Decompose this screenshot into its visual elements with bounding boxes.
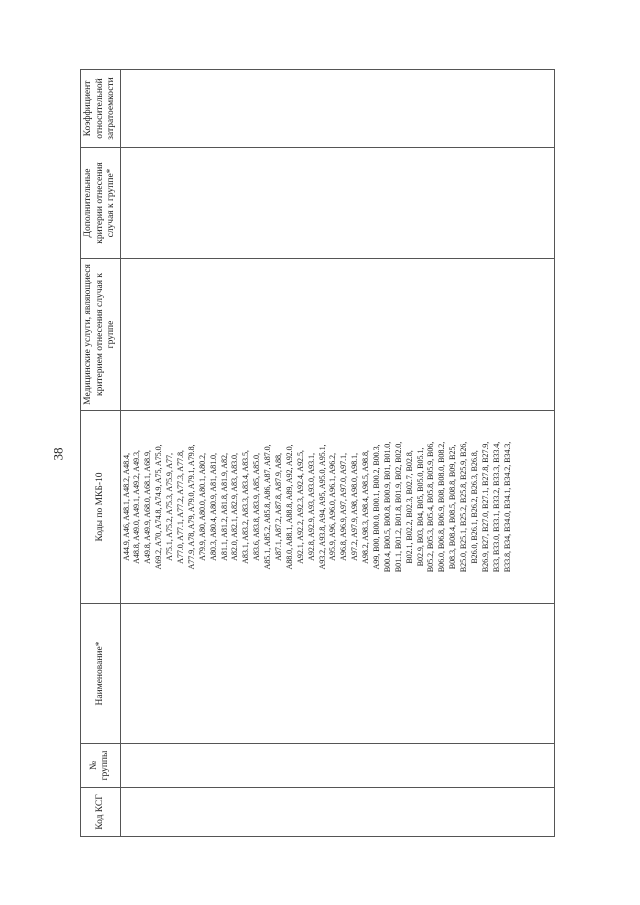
table-stage (80, 70, 555, 837)
cell-icd-codes (120, 411, 555, 604)
header-icd-codes: Коды по МКБ-10 (81, 411, 121, 604)
header-group-number: № группы (81, 744, 121, 788)
cell-medical-services (120, 259, 555, 411)
rotated-table-wrapper (80, 70, 555, 837)
icd-codes-line: A96.8, A96.9, A97, A97.0, A97.1, (339, 453, 349, 561)
table-row (120, 70, 555, 837)
icd-codes-line: A82.0, A82.1, A82.9, A83, A83.0, (230, 453, 240, 561)
icd-codes-line: A44.9, A46, A48.1, A48.2, A48.4, (121, 453, 131, 561)
icd-codes-line: A87.1, A87.2, A87.8, A87.9, A88, (273, 453, 283, 561)
cell-name (120, 604, 555, 744)
icd-codes-line: A49.8, A49.9, A68.0, A68.1, A68.9, (143, 450, 153, 564)
icd-codes-line: A79.9, A80, A80.0, A80.1, A80.2, (197, 453, 207, 561)
header-extra-criteria: Дополнительные критерии отнесения случая к группе* (81, 148, 121, 259)
header-name: Наименование* (81, 604, 121, 744)
icd-codes-line: A88.0, A88.1, A88.8, A89, A92, A92.0, (284, 444, 294, 570)
ksg-table (80, 69, 555, 837)
icd-codes-line: A75.1, A75.2, A75.3, A75.9, A77, (165, 453, 175, 561)
icd-codes-line: A83.1, A83.2, A83.3, A83.4, A83.5, (241, 450, 251, 564)
icd-codes-line: B06.0, B06.8, B06.9, B08, B08.0, B08.2, (437, 441, 447, 573)
header-row (81, 70, 121, 837)
icd-codes-line: A95.9, A96, A96.0, A96.1, A96.2, (328, 453, 338, 561)
icd-codes-line: B00.4, B00.5, B00.8, B00.9, B01, B01.0, (382, 441, 392, 573)
icd-codes-line: A99, B00, B00.0, B00.1, B00.2, B00.3, (371, 444, 381, 570)
icd-codes-line: A93.2, A93.8, A94, A95, A95.0, A95.1, (317, 444, 327, 570)
cell-coefficient (120, 70, 555, 148)
header-medical-services: Медицинские услуги, являющиеся критерием отнесения случая к группе (81, 259, 121, 411)
header-ksg-code: Код КСГ (81, 788, 121, 837)
icd-codes-line: B33, B33.0, B33.1, B33.2, B33.3, B33.4, (491, 441, 501, 573)
icd-codes-line: B33.8, B34, B34.0, B34.1, B34.2, B34.3, (502, 441, 512, 573)
icd-codes-line: A69.2, A70, A74.8, A74.9, A75, A75.0, (154, 444, 164, 570)
cell-ksg-code (120, 788, 555, 837)
icd-codes-line: A85.1, A85.2, A85.8, A86, A87, A87.0, (263, 444, 273, 570)
icd-codes-line: A97.2, A97.9, A98, A98.0, A98.1, (350, 453, 360, 561)
icd-codes-line: A77.0, A77.1, A77.2, A77.3, A77.8, (175, 450, 185, 564)
header-coefficient: Коэффициент относительной затратоемкости (81, 70, 121, 148)
icd-codes-line: A48.8, A49.0, A49.1, A49.2, A49.3, (132, 450, 142, 564)
icd-codes-line: B25.0, B25.1, B25.2, B25.8, B25.9, B26, (459, 441, 469, 573)
icd-codes-line: B02.1, B02.2, B02.3, B02.7, B02.8, (404, 450, 414, 564)
icd-codes-line: A81.1, A81.2, A81.8, A81.9, A82, (219, 453, 229, 561)
icd-codes-line: B02.9, B03, B04, B05, B05.0, B05.1, (415, 447, 425, 567)
icd-codes-line: A80.3, A80.4, A80.9, A81, A81.0, (208, 453, 218, 561)
cell-extra-criteria (120, 148, 555, 259)
icd-codes-line: A98.2, A98.3, A98.4, A98.5, A98.8, (361, 450, 371, 564)
icd-codes-line: B26.0, B26.1, B26.2, B26.3, B26.8, (470, 450, 479, 564)
icd-codes-line: B26.9, B27, B27.0, B27.1, B27.8, B27.9, (480, 441, 490, 573)
icd-codes-list (121, 411, 514, 603)
cell-group-number (120, 744, 555, 788)
icd-codes-line: A83.6, A83.8, A83.9, A85, A85.0, (252, 453, 262, 561)
icd-codes-line: B01.1, B01.2, B01.8, B01.9, B02, B02.0, (393, 441, 403, 573)
icd-codes-line: B05.2, B05.3, B05.4, B05.8, B05.9, B06, (426, 441, 436, 573)
page-number: 38 (50, 447, 66, 461)
icd-codes-line: A92.1, A92.2, A92.3, A92.4, A92.5, (295, 450, 305, 564)
icd-codes-line: A92.8, A92.9, A93, A93.0, A93.1, (306, 453, 316, 561)
icd-codes-line: A77.9, A78, A79, A79.0, A79.1, A79.8, (186, 444, 196, 570)
icd-codes-line: B08.3, B08.4, B08.5, B08.8, B09, B25, (448, 444, 458, 570)
